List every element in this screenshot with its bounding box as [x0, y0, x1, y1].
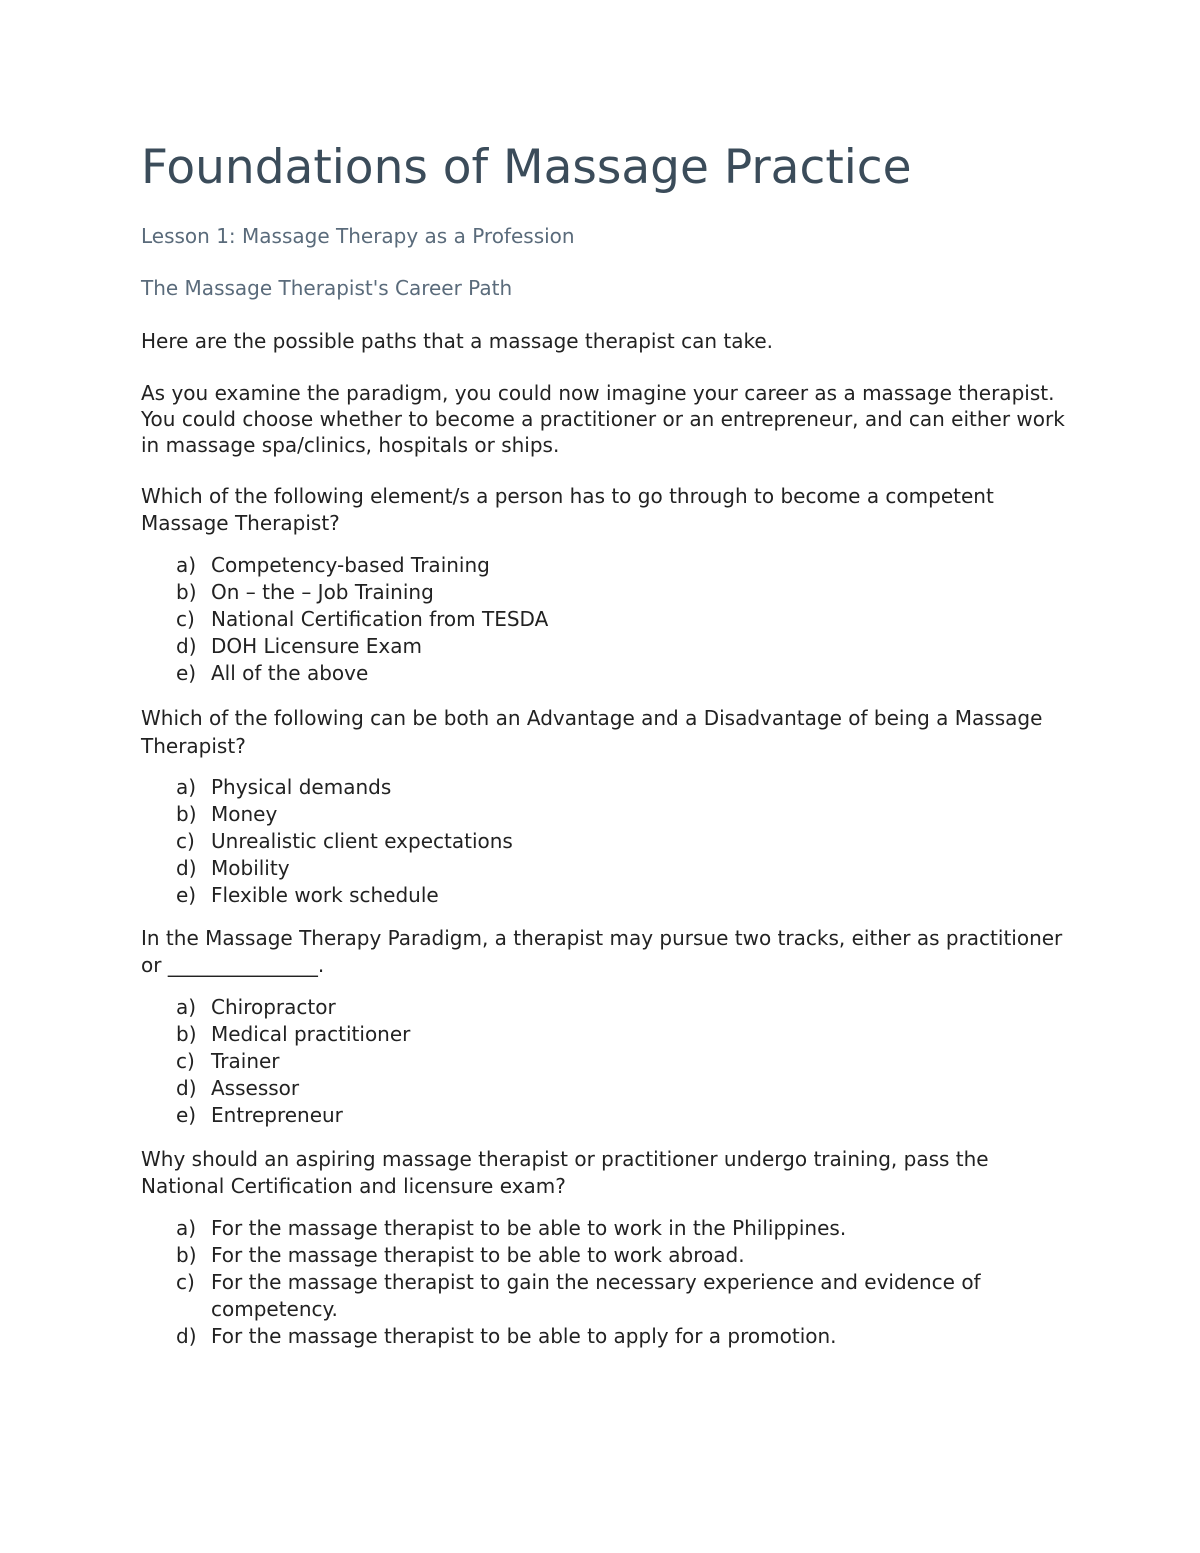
option-letter: e)	[176, 661, 197, 685]
option-text: Medical practitioner	[211, 1022, 411, 1046]
option-text: National Certification from TESDA	[211, 607, 549, 631]
option-letter: c)	[176, 1270, 195, 1294]
option-item	[176, 1215, 1056, 1242]
option-letter: b)	[176, 1243, 197, 1267]
question-2-text: Which of the following can be both an Advantage and a Disadvantage of being a Massage Therapist?	[141, 706, 1043, 758]
option-text: Competency-based Training	[211, 553, 490, 577]
option-item	[176, 994, 1056, 1021]
option-letter: c)	[176, 829, 195, 853]
option-item	[176, 660, 1056, 687]
option-text: All of the above	[211, 661, 369, 685]
section-heading: The Massage Therapist's Career Path	[141, 276, 513, 300]
option-letter: a)	[176, 1216, 197, 1240]
option-letter: e)	[176, 1103, 197, 1127]
option-letter: c)	[176, 607, 195, 631]
option-item	[176, 1102, 1056, 1129]
option-text: On – the – Job Training	[211, 580, 434, 604]
option-letter: c)	[176, 1049, 195, 1073]
option-letter: b)	[176, 1022, 197, 1046]
option-item	[176, 1048, 1056, 1075]
option-item	[176, 633, 1056, 660]
question-4-text: Why should an aspiring massage therapist or practitioner undergo training, pass the National Certification and licensure exam?	[141, 1147, 989, 1198]
option-letter: b)	[176, 580, 197, 604]
option-item	[176, 1075, 1056, 1102]
question-4-options	[176, 1215, 1056, 1350]
option-item	[176, 1242, 1056, 1269]
option-item	[176, 1269, 1056, 1323]
option-text: DOH Licensure Exam	[211, 634, 422, 658]
option-text: For the massage therapist to be able to work in the Philippines.	[211, 1216, 847, 1240]
option-text: Chiropractor	[211, 995, 336, 1019]
document-title: Foundations of Massage Practice	[141, 140, 912, 195]
option-letter: d)	[176, 1324, 197, 1348]
option-text: For the massage therapist to gain the necessary experience and evidence of competency.	[211, 1270, 981, 1321]
question-1-options	[176, 552, 1056, 687]
option-text: Assessor	[211, 1076, 300, 1100]
option-letter: a)	[176, 995, 197, 1019]
option-letter: e)	[176, 883, 197, 907]
option-text: For the massage therapist to be able to apply for a promotion.	[211, 1324, 837, 1348]
question-3-options	[176, 994, 1056, 1129]
option-text: Entrepreneur	[211, 1103, 343, 1127]
option-text: Unrealistic client expectations	[211, 829, 513, 853]
question-1-text: Which of the following element/s a person has to go through to become a competent Massage Therapist?	[141, 484, 994, 535]
option-text: Money	[211, 802, 278, 826]
option-item	[176, 579, 1056, 606]
option-item	[176, 855, 1056, 882]
option-letter: a)	[176, 775, 197, 799]
option-letter: b)	[176, 802, 197, 826]
option-text: Flexible work schedule	[211, 883, 439, 907]
option-item	[176, 552, 1056, 579]
paradigm-paragraph: As you examine the paradigm, you could now imagine your career as a massage therapist. You could choose whether to become a practitioner or an entrepreneur, and can either work in massage spa/clinics, hospitals or ships.	[141, 381, 1065, 457]
option-letter: a)	[176, 553, 197, 577]
intro-paragraph: Here are the possible paths that a massage therapist can take.	[141, 329, 774, 353]
option-text: Trainer	[211, 1049, 280, 1073]
option-item	[176, 801, 1056, 828]
option-item	[176, 1021, 1056, 1048]
option-letter: d)	[176, 634, 197, 658]
option-item	[176, 774, 1056, 801]
option-item	[176, 1323, 1056, 1350]
option-text: Physical demands	[211, 775, 392, 799]
option-text: Mobility	[211, 856, 290, 880]
lesson-heading: Lesson 1: Massage Therapy as a Profession	[141, 224, 575, 248]
question-2-options	[176, 774, 1056, 909]
option-letter: d)	[176, 856, 197, 880]
question-3-text: In the Massage Therapy Paradigm, a therapist may pursue two tracks, either as practitioner or _______________.	[141, 926, 1063, 977]
option-item	[176, 882, 1056, 909]
option-item	[176, 828, 1056, 855]
option-letter: d)	[176, 1076, 197, 1100]
option-item	[176, 606, 1056, 633]
option-text: For the massage therapist to be able to work abroad.	[211, 1243, 745, 1267]
